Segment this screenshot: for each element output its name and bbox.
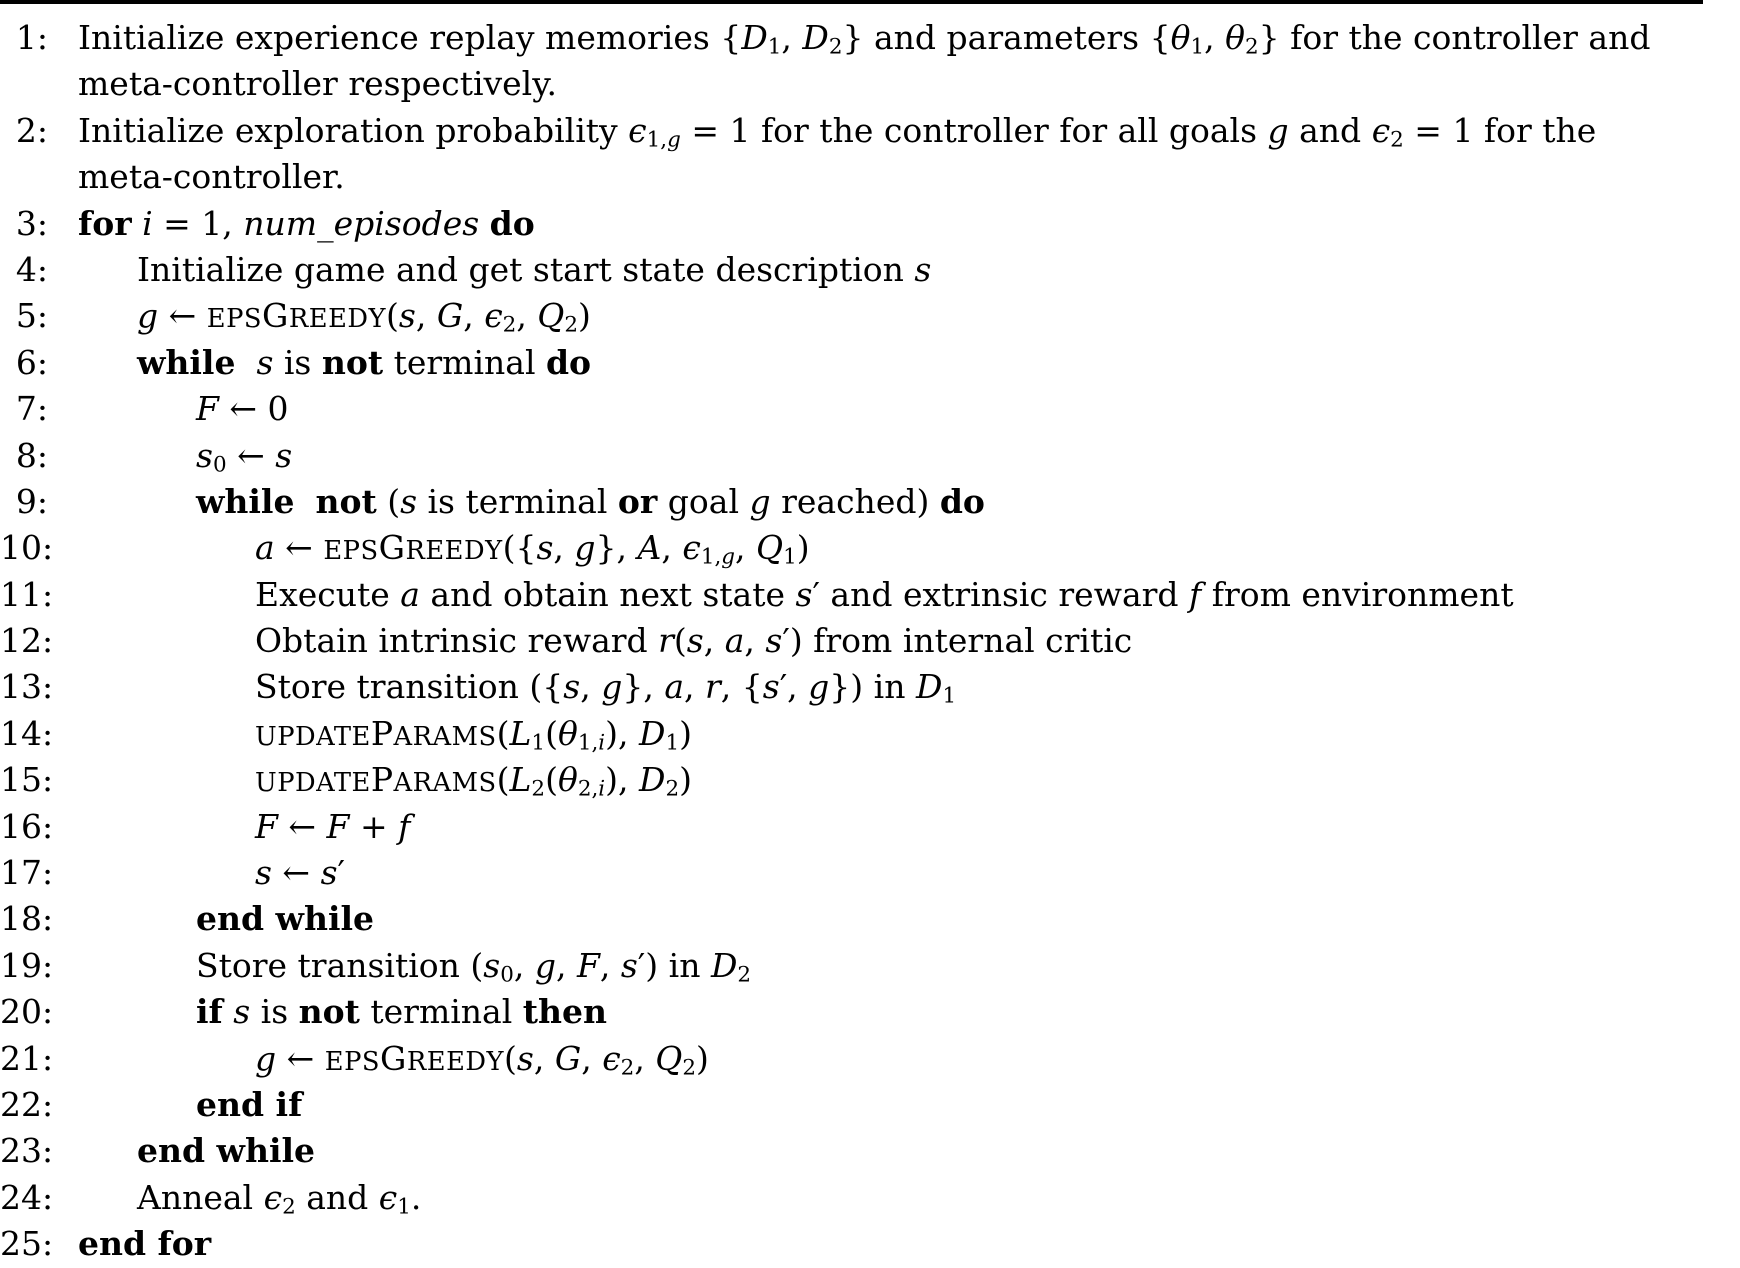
line-number: 2: (15, 110, 48, 150)
algorithm-line (0, 433, 1740, 479)
algorithm-line (0, 1221, 1740, 1267)
algorithm-line (0, 896, 1740, 942)
algorithm-line (0, 943, 1740, 989)
line-number: 18: (0, 899, 54, 939)
smallcaps-procedure-name: UPDATEPARAMS (255, 713, 497, 753)
line-number: 6: (15, 342, 48, 382)
line-number: 10: (0, 528, 54, 568)
line-content: end while (196, 899, 375, 939)
line-number: 14: (0, 713, 54, 753)
script-letter: D (639, 760, 666, 800)
line-content: if s is not terminal then (196, 992, 607, 1032)
algorithm-line (0, 479, 1740, 525)
line-number: 23: (0, 1131, 54, 1171)
algorithm-line (0, 61, 1740, 107)
line-content: $s_0$ ← s (196, 435, 293, 478)
script-letter: G (436, 296, 464, 336)
line-number: 1: (15, 18, 48, 57)
algorithm-body (0, 15, 1740, 1268)
line-content: Obtain intrinsic reward r(s, a, s′) from internal critic (255, 621, 1133, 661)
smallcaps-procedure-name: EPSGREEDY (323, 528, 503, 568)
line-number: 8: (15, 435, 48, 475)
script-letter: D (915, 667, 943, 707)
smallcaps-procedure-name: EPSGREEDY (324, 1038, 505, 1078)
algorithm-line (0, 386, 1740, 432)
script-letter: D (802, 18, 829, 57)
line-content: $UPDATEPARAMS(L_1(\theta_{1,i})$, $D_1$) (255, 713, 692, 756)
algorithm-line (0, 618, 1740, 664)
line-content: Initialize game and get start state description s (137, 249, 932, 289)
algorithm-line (0, 154, 1740, 200)
line-number: 22: (0, 1084, 54, 1124)
line-number: 12: (0, 621, 54, 661)
algorithm-top-rule (0, 0, 1703, 4)
algorithm-line (0, 1036, 1740, 1082)
line-content: Initialize experience replay memories {$D_1$, $D_2$} and parameters {$\theta_1$, $\theta_2$} for the controller and (78, 18, 1651, 60)
line-number: 9: (15, 481, 48, 521)
line-content: meta-controller respectively. (78, 64, 557, 104)
line-content: a ← EPSGREEDY({s, g}, A, $\epsilon_{1,g}$, $Q_1$) (255, 528, 810, 571)
line-number: 15: (0, 760, 54, 800)
line-number: 19: (0, 945, 54, 985)
line-content: F ← 0 (196, 389, 289, 429)
line-number: 20: (0, 992, 54, 1032)
algorithm-line (0, 757, 1740, 803)
algorithm-line (0, 1082, 1740, 1128)
algorithm-line (0, 293, 1740, 339)
script-letter: D (741, 18, 768, 57)
line-content: s ← s′ (255, 853, 346, 893)
line-number: 7: (15, 389, 48, 429)
line-content: end if (196, 1084, 303, 1124)
script-letter: L (509, 713, 532, 753)
line-content: Store transition ($s_0$, g, F, s′) in $D_2$ (196, 945, 752, 988)
line-content: Execute a and obtain next state s′ and extrinsic reward f from environment (255, 574, 1514, 614)
line-number: 13: (0, 667, 54, 707)
line-number: 25: (0, 1224, 54, 1264)
line-number: 17: (0, 853, 54, 893)
algorithm-line (0, 572, 1740, 618)
line-content: end for (78, 1224, 212, 1264)
line-content: Initialize exploration probability $\epsilon_{1,g} = 1$ for the controller for all goals g and $\epsilon_2 = 1$ for the (78, 110, 1597, 153)
smallcaps-procedure-name: EPSGREEDY (206, 296, 387, 336)
line-content: Anneal $\epsilon_2$ and $\epsilon_1$. (137, 1177, 422, 1220)
script-letter: D (710, 945, 738, 985)
line-number: 3: (15, 203, 48, 243)
algorithm-line (0, 850, 1740, 896)
line-content: $UPDATEPARAMS(L_2(\theta_{2,i})$, $D_2$) (255, 760, 692, 802)
line-number: 24: (0, 1177, 54, 1217)
script-letter: A (637, 528, 662, 568)
algorithm-line (0, 247, 1740, 293)
line-content: while s is not terminal do (137, 342, 592, 382)
line-content: F ← F + f (255, 806, 411, 846)
line-content: g ← EPSGREEDY(s, G, $\epsilon_2$, $Q_2$) (137, 296, 591, 339)
script-letter: L (509, 760, 532, 800)
line-number: 21: (0, 1038, 54, 1078)
line-content: Store transition ({s, g}, a, r, {s′, g}) in $D_1$ (255, 667, 957, 710)
line-content: for i = 1, num_episodes do (78, 203, 535, 243)
algorithm-line (0, 15, 1740, 61)
script-letter: G (554, 1038, 582, 1078)
algorithm-line (0, 711, 1740, 757)
line-number: 4: (15, 249, 48, 289)
line-number: 16: (0, 806, 54, 846)
smallcaps-procedure-name: UPDATEPARAMS (255, 760, 497, 800)
algorithm-line (0, 201, 1740, 247)
line-content: g ← EPSGREEDY(s, G, $\epsilon_2$, $Q_2$) (255, 1038, 709, 1081)
line-content: while not (s is terminal or goal g reached) do (196, 481, 985, 521)
algorithm-line (0, 1175, 1740, 1221)
line-content: meta-controller. (78, 157, 345, 197)
algorithm-line (0, 804, 1740, 850)
algorithm-line (0, 664, 1740, 710)
algorithm-line (0, 1128, 1740, 1174)
algorithm-line (0, 108, 1740, 154)
line-number: 5: (15, 296, 48, 336)
line-content: end while (137, 1131, 316, 1171)
line-number: 11: (0, 574, 54, 614)
algorithm-line (0, 340, 1740, 386)
algorithm-line (0, 525, 1740, 571)
algorithm-line (0, 989, 1740, 1035)
script-letter: D (639, 713, 666, 753)
